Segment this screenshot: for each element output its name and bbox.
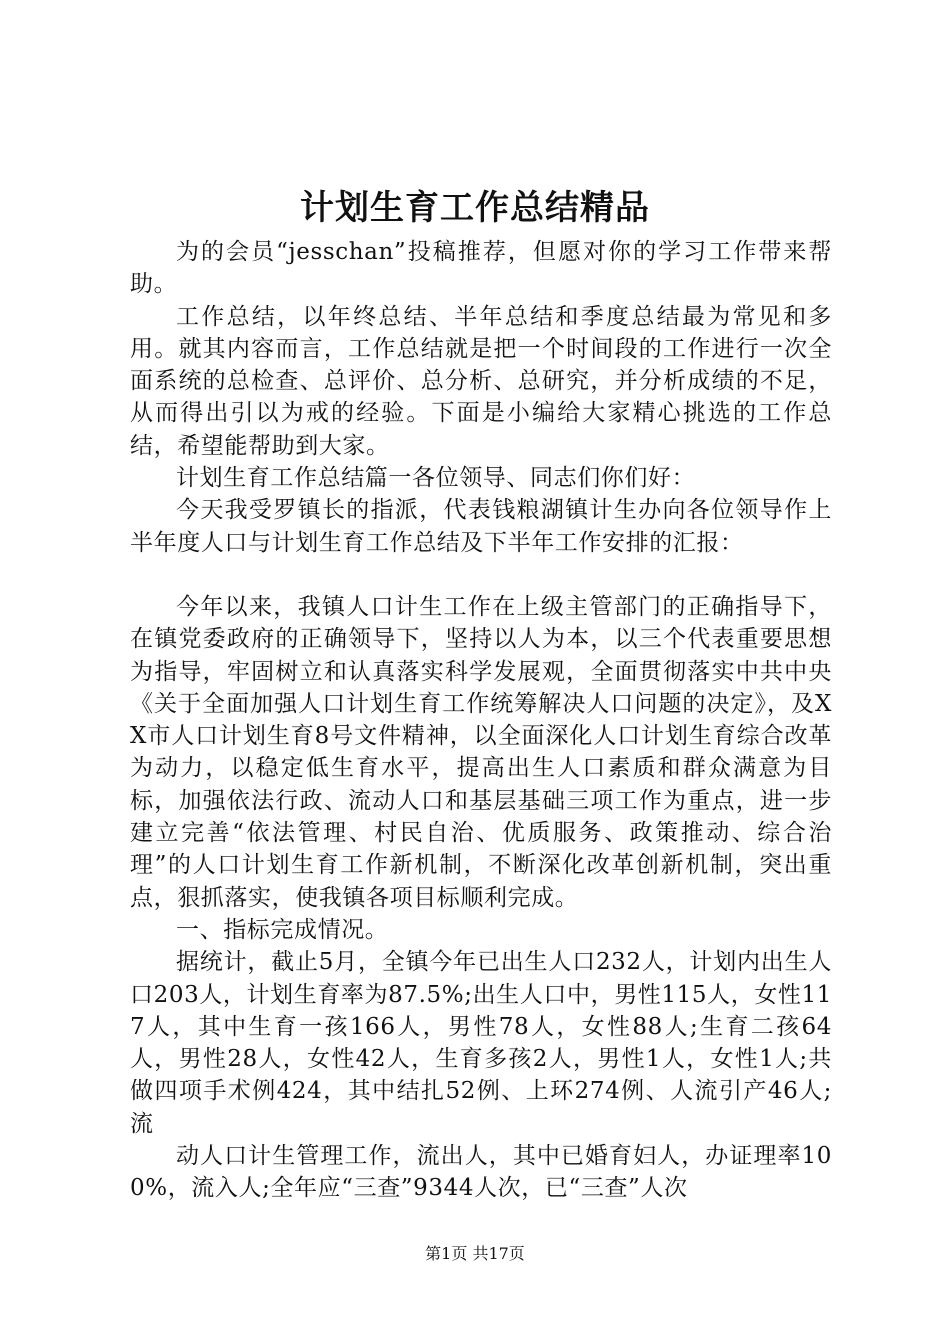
paragraph-overview: 今年以来，我镇人口计生工作在上级主管部门的正确指导下，在镇党委政府的正确领导下，坚持以人为本，以三个代表重要思想为指导，牢固树立和认真落实科学发展观，全面贯彻落实中共中央《关于全面加强人口计划生育工作统筹解决人口问题的决定》，及XX市人口计划生育8号文件精神，以全面深化人口计划生育综合改革为动力，以稳定低生育水平，提高出生人口素质和群众满意为目标，加强依法行政、流动人口和基层基础三项工作为重点，进一步建立完善“依法管理、村民自治、优质服务、政策推动、综合治理”的人口计划生育工作新机制，不断深化改革创新机制，突出重点，狠抓落实，使我镇各项目标顺利完成。 xyxy=(130,593,832,911)
paragraph-floating-population: 动人口计生管理工作，流出人，其中已婚育妇人，办证理率100%，流入人;全年应“三查”9344人次，已“三查”人次 xyxy=(130,1143,832,1202)
document-title: 计划生育工作总结精品 xyxy=(300,188,650,228)
paragraph-intro: 为的会员“jesschan”投稿推荐，但愿对你的学习工作带来帮助。 xyxy=(130,239,832,298)
document-body xyxy=(130,236,832,1205)
paragraph-report-intro: 今天我受罗镇长的指派，代表钱粮湖镇计生办向各位领导作上半年度人口与计划生育工作总结及下半年工作安排的汇报： xyxy=(130,497,832,556)
paragraph-statistics: 据统计，截止5月，全镇今年已出生人口232人，计划内出生人口203人，计划生育率为87.5%;出生人口中，男性115人，女性117人，其中生育一孩166人，男性78人，女性88人;生育二孩64人，男性28人，女性42人，生育多孩2人，男性1人，女性1人;共做四项手术例424，其中结扎52例、上环274例、人流引产46人;流 xyxy=(130,949,832,1137)
paragraph-greeting: 计划生育工作总结篇一各位领导、同志们你们好： xyxy=(176,465,696,492)
paragraph-summary-definition: 工作总结，以年终总结、半年总结和季度总结最为常见和多用。就其内容而言，工作总结就是把一个时间段的工作进行一次全面系统的总检查、总评价、总分析、总研究，并分析成绩的不足，从而得出引以为戒的经验。下面是小编给大家精心挑选的工作总结，希望能帮助到大家。 xyxy=(130,303,832,459)
page-footer: 第1页 共17页 xyxy=(425,1244,525,1263)
section-heading-indicators: 一、指标完成情况。 xyxy=(176,916,389,943)
